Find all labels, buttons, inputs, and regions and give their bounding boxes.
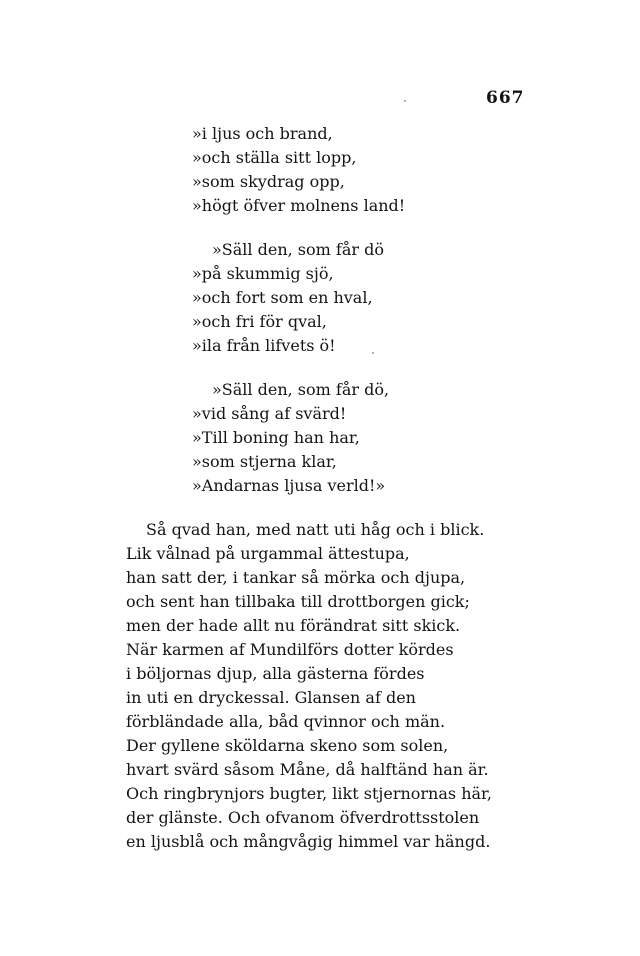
verse-line: »på skummig sjö, xyxy=(192,264,334,283)
text-line: och sent han tillbaka till drottborgen gick; xyxy=(126,592,470,611)
text-line: en ljusblå och mångvågig himmel var hängd. xyxy=(126,832,491,851)
paper-speck xyxy=(404,100,406,102)
verse-line: »som stjerna klar, xyxy=(192,452,337,471)
text-line: der glänste. Och ofvanom öfverdrottsstolen xyxy=(126,808,480,827)
paper-speck xyxy=(372,352,374,354)
text-line: Och ringbrynjors bugter, likt stjernornas här, xyxy=(126,784,493,803)
verse-line: »Till boning han har, xyxy=(192,428,360,447)
text-line: Så qvad han, med natt uti håg och i blick. xyxy=(146,520,485,539)
text-line: förbländade alla, båd qvinnor och män. xyxy=(126,712,446,731)
text-line: Lik vålnad på urgammal ättestupa, xyxy=(126,544,410,563)
verse-line: »högt öfver molnens land! xyxy=(192,196,406,215)
text-line: in uti en dryckessal. Glansen af den xyxy=(126,688,416,707)
verse-line: »vid sång af svärd! xyxy=(192,404,347,423)
verse-line: »som skydrag opp, xyxy=(192,172,345,191)
verse-line: »Andarnas ljusa verld!» xyxy=(192,476,386,495)
text-line: Der gyllene sköldarna skeno som solen, xyxy=(126,736,449,755)
verse-line: »och fri för qval, xyxy=(192,312,327,331)
verse-line: »i ljus och brand, xyxy=(192,124,333,143)
text-line: i böljornas djup, alla gästerna fördes xyxy=(126,664,425,683)
text-line: hvart svärd såsom Måne, då halftänd han är. xyxy=(126,760,489,779)
verse-line: »och fort som en hval, xyxy=(192,288,373,307)
verse-line: »Säll den, som får dö xyxy=(212,240,384,259)
verse-line: »ila från lifvets ö! xyxy=(192,336,336,355)
page-number: 667 xyxy=(486,88,525,108)
text-line: men der hade allt nu förändrat sitt skick. xyxy=(126,616,461,635)
verse-line: »och ställa sitt lopp, xyxy=(192,148,357,167)
verse-line: »Säll den, som får dö, xyxy=(212,380,390,399)
text-line: När karmen af Mundilförs dotter kördes xyxy=(126,640,454,659)
text-line: han satt der, i tankar så mörka och djupa, xyxy=(126,568,466,587)
